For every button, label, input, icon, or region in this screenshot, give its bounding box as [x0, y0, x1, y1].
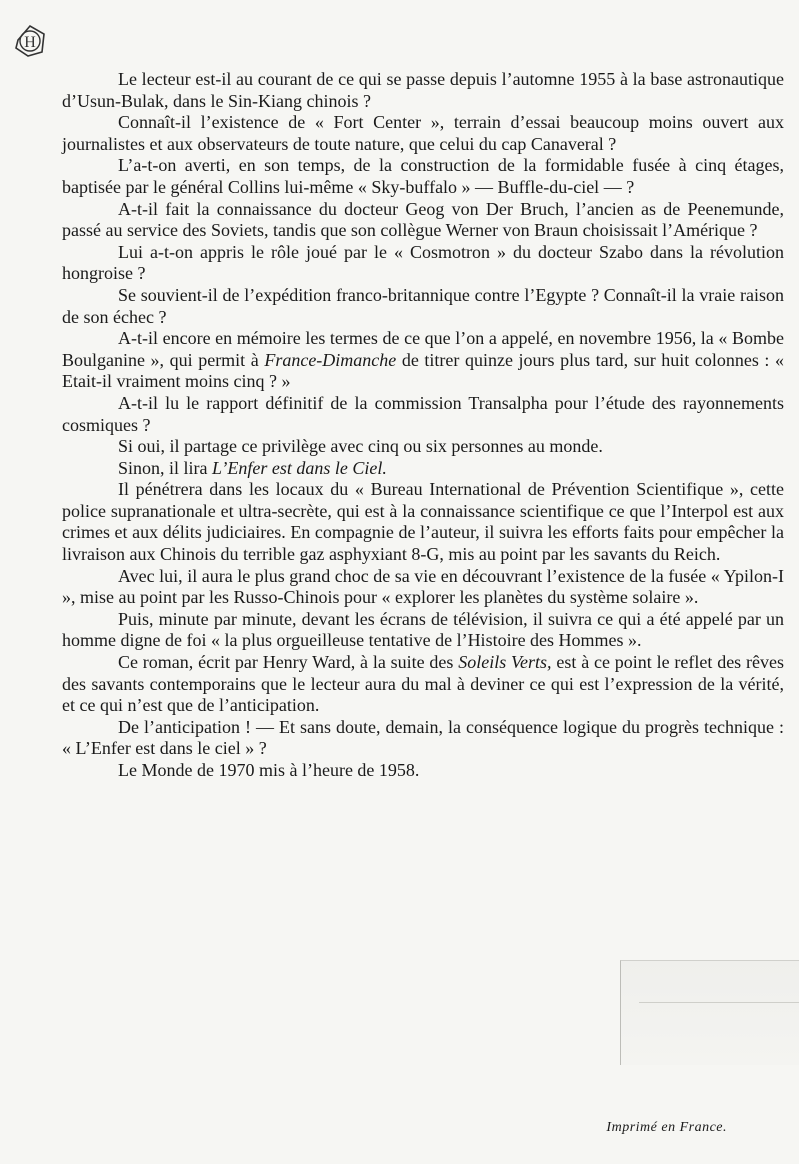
imprint-line: Imprimé en France. — [606, 1120, 727, 1135]
paragraph-7 — [62, 328, 784, 393]
paragraph-10-before: Sinon, il lira — [118, 457, 212, 478]
previous-book-title: Soleils Verts, — [458, 652, 552, 673]
paragraph-13: Puis, minute par minute, devant les écrans de télévision, il suivra ce qui a été appelé par un homme digne de foi « la plus orgueilleuse tentative de l’Histoire des Hommes ». — [62, 608, 784, 651]
paragraph-7-after: de titrer quinze jours plus tard, sur huit colonnes : « Etait-il vraiment moins cinq ? » — [62, 349, 784, 392]
paragraph-14-before: Ce roman, écrit par Henry Ward, à la suite des — [118, 652, 459, 673]
paragraph-11: Il pénétrera dans les locaux du « Bureau International de Prévention Scientifique », cette police supranationale et ultra-secrète, qui est à la connaissance scientifique ce que l’Interpol est aux crimes et aux délits judiciaires. En compagnie de l’auteur, il suivra les efforts faits pour empêcher la livraison aux Chinois du terrible gaz asphyxiant 8-G, mis au point par les savants du Reich. — [62, 479, 784, 565]
folded-corner-flap — [620, 960, 799, 1065]
library-stamp-icon — [10, 20, 50, 60]
paragraph-9: Si oui, il partage ce privilège avec cinq ou six personnes au monde. — [118, 436, 603, 457]
paragraph-3: L’a-t-on averti, en son temps, de la construction de la formidable fusée à cinq étages, baptisée par le général Collins lui-même « Sky-buffalo » — Buffle-du-ciel — ? — [62, 155, 784, 197]
paragraph-15: De l’anticipation ! — Et sans doute, demain, la conséquence logique du progrès technique : « L’Enfer est dans le ciel » ? — [62, 716, 784, 759]
paragraph-8: A-t-il lu le rapport définitif de la commission Transalpha pour l’étude des rayonnements cosmiques ? — [62, 392, 784, 435]
paragraph-16: Le Monde de 1970 mis à l’heure de 1958. — [118, 760, 420, 780]
paragraph-14 — [62, 652, 784, 717]
paragraph-10 — [62, 458, 784, 480]
fold-crease — [639, 1002, 799, 1003]
paragraph-1: Le lecteur est-il au courant de ce qui se passe depuis l’automne 1955 à la base astronautique d’Usun-Bulak, dans le Sin-Kiang chinois ? — [62, 69, 784, 111]
stamp-letter: H — [24, 34, 36, 51]
paragraph-4: A-t-il fait la connaissance du docteur Geog von Der Bruch, l’ancien as de Peenemunde, passé au service des Soviets, tandis que son collègue Werner von Braun choisissait l’Amérique ? — [62, 198, 784, 241]
newspaper-title: France-Dimanche — [264, 349, 397, 370]
paragraph-6: Se souvient-il de l’expédition franco-britannique contre l’Egypte ? Connaît-il la vraie raison de son échec ? — [62, 284, 784, 327]
paragraph-12: Avec lui, il aura le plus grand choc de sa vie en découvrant l’existence de la fusée « Ypilon-I », mise au point par les Russo-Chinois pour « explorer les planètes du système solaire ». — [62, 565, 784, 608]
paragraph-7-before: A-t-il encore en mémoire les termes de ce que l’on a appelé, en novembre 1956, la « Bombe Boulganine », qui permit à — [62, 328, 784, 370]
blurb-text — [62, 69, 784, 782]
paragraph-2: Connaît-il l’existence de « Fort Center », terrain d’essai beaucoup moins ouvert aux journalistes et aux observateurs de toute nature, que celui du cap Canaveral ? — [62, 112, 784, 154]
book-title: L’Enfer est dans le Ciel. — [212, 457, 387, 478]
paragraph-5: Lui a-t-on appris le rôle joué par le « Cosmotron » du docteur Szabo dans la révolution hongroise ? — [62, 241, 784, 284]
paragraph-14-after: est à ce point le reflet des rêves des savants contemporains que le lecteur aura du mal à deviner ce qui est l’expression de la vérité, et ce qui n’est que de l’anticipation. — [62, 652, 784, 716]
